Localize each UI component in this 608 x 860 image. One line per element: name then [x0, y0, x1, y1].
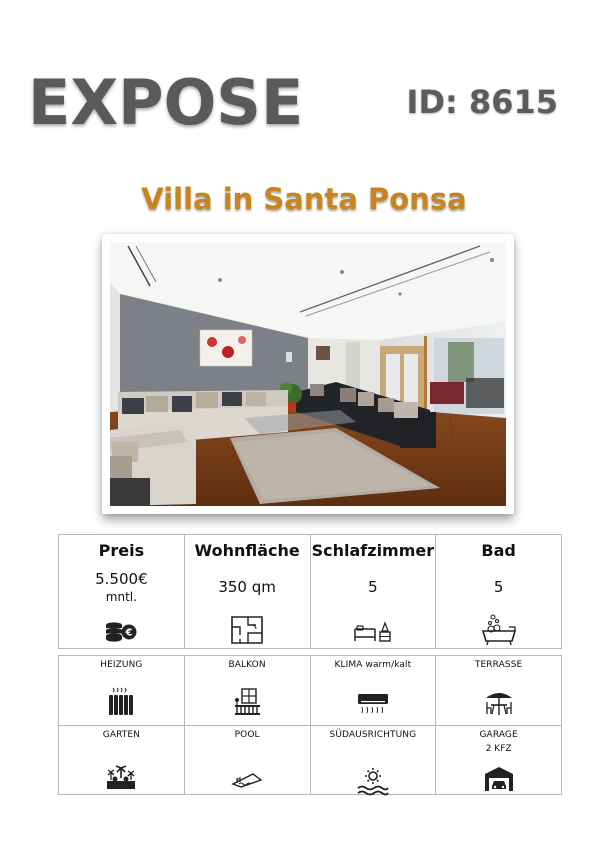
- coins-euro-icon: [105, 621, 137, 643]
- feature-label: BALKON: [228, 660, 266, 670]
- price-value: 5.500€: [95, 570, 148, 588]
- feature-heating: [59, 656, 185, 726]
- feature-label: TERRASSE: [474, 660, 523, 670]
- floorplan-icon: [230, 615, 264, 645]
- bathtub-icon: [479, 613, 519, 647]
- garden-icon: [105, 764, 137, 790]
- bathrooms-value: 5: [493, 578, 504, 596]
- terrace-icon: [484, 688, 514, 716]
- price-label: Preis: [98, 541, 145, 560]
- bedrooms-label: Schlafzimmer: [311, 541, 435, 560]
- pool-icon: [231, 770, 263, 788]
- feature-garage: [436, 725, 562, 795]
- living-area-value: 350 qm: [218, 578, 276, 596]
- garage-icon: [484, 766, 514, 792]
- feature-label: KLIMA warm/kalt: [334, 660, 412, 670]
- features-table: [58, 655, 562, 795]
- feature-label: GARAGE: [479, 729, 518, 740]
- bed-icon: [353, 621, 393, 643]
- sun-water-icon: [356, 766, 390, 796]
- bedrooms-cell: [310, 535, 436, 649]
- feature-label: HEIZUNG: [100, 660, 143, 670]
- radiator-icon: [106, 686, 136, 716]
- price-unit: mntl.: [105, 589, 137, 604]
- property-id: ID: 8615: [406, 83, 558, 121]
- property-name: Villa in Santa Ponsa: [141, 182, 467, 216]
- feature-garden: [59, 725, 185, 795]
- feature-pool: [184, 725, 310, 795]
- svg-text:€: €: [125, 627, 133, 639]
- feature-air-conditioning: [310, 656, 436, 726]
- feature-terrace: [436, 656, 562, 726]
- living-area-label: Wohnfläche: [194, 541, 300, 560]
- feature-balcony: [184, 656, 310, 726]
- feature-label: GARTEN: [102, 729, 140, 740]
- feature-south-facing: [310, 725, 436, 795]
- feature-label: SÜDAUSRICHTUNG: [329, 729, 417, 740]
- air-conditioner-icon: [356, 692, 390, 716]
- living-room-photo: [110, 242, 506, 506]
- balcony-icon: [232, 686, 262, 716]
- expose-title: EXPOSE: [28, 66, 304, 139]
- living-area-cell: [184, 535, 310, 649]
- bathrooms-cell: [436, 535, 562, 649]
- feature-sublabel: 2 KFZ: [485, 743, 512, 754]
- key-facts-table: [58, 534, 562, 649]
- property-photo-frame: [102, 234, 514, 514]
- feature-label: POOL: [234, 729, 260, 740]
- price-cell: [59, 535, 185, 649]
- bathrooms-label: Bad: [481, 541, 516, 560]
- bedrooms-value: 5: [368, 578, 378, 596]
